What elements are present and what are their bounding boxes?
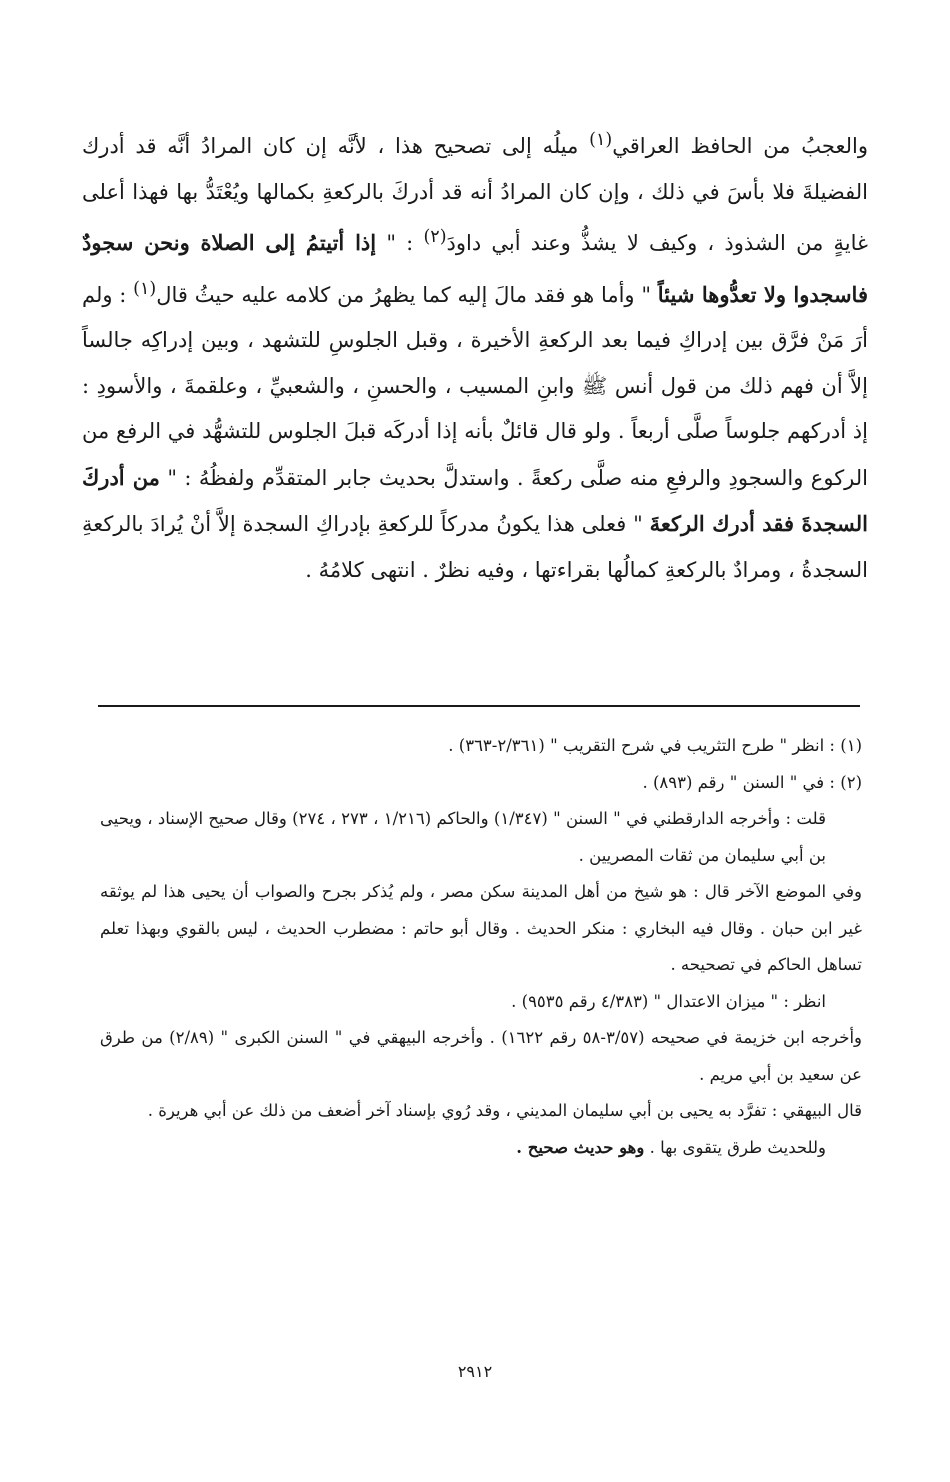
footnote-1: (١) : انظر " طرح التثريب في شرح التقريب " (٢/٣٦١-٣٦٣) .: [448, 736, 862, 755]
verdict-text: وهو حديث صحيح .: [516, 1137, 645, 1157]
footnote-note: قلت : وأخرجه الدارقطني في " السنن " (١/٣٤٧) والحاكم (١/٢١٦ ، ٢٧٣ ، ٢٧٤) وقال صحيح الإسناد ، ويحيى بن أبي سليمان من ثقات المصريين .: [100, 809, 826, 865]
footnote-note: وفي الموضع الآخر قال : هو شيخ من أهل المدينة سكن مصر ، ولم يُذكر بجرح والصواب أن يحيى هذا لم يوثقه غير ابن حبان . وقال فيه البخاري : منكر الحديث . وقال أبو حاتم : مضطرب الحديث ، ليس بالقوي وبهذا تعلم تساهل الحاكم في تصحيحه .: [100, 882, 862, 974]
footnote-2: (٢) : في " السنن " رقم (٨٩٣) .: [642, 772, 862, 792]
text-run: وللحديث طرق يتقوى بها .: [644, 1137, 826, 1157]
text-run: : ": [376, 231, 424, 255]
footnote-note: قال البيهقي : تفرَّد به يحيى بن أبي سليمان المديني ، وقد رُوي بإسناد آخر أضعف من ذلك عن أبي هريرة .: [147, 1101, 862, 1120]
footnote-divider: [98, 705, 860, 707]
text-run: : ولم أرَ مَنْ فرَّق بين إدراكِ فيما بعد الركعةِ الأخيرة ، وقبل الجلوسِ للتشهد ، وبين إدراكِه جالساً إلاَّ أن فهم ذلك من قول أنس ﷺ وابنِ المسيب ، والحسنِ ، والشعبيِّ ، وعلقمةَ ، والأسودِ : إذ أدركهم جلوساً صلَّى أربعاً . ولو قال قائلٌ بأنه إذا أدركَه قبلَ الجلوس للتشهُّد في الرفع من الركوع والسجودِ والرفعِ منه صلَّى ركعةً . واستدلَّ بحديث جابر المتقدِّم ولفظُهُ : ": [82, 282, 869, 490]
footnote-conclusion: [100, 1130, 862, 1167]
hadith-quote: من أدركَ السجدةَ فقد أدرك الركعةَ: [82, 464, 868, 536]
footnote-note: انظر : " ميزان الاعتدال " (٤/٣٨٣ رقم ٩٥٣٥) .: [511, 991, 826, 1011]
footnote-note: وأخرجه ابن خزيمة في صحيحه (٣/٥٧-٥٨ رقم ١٦٢٢) . وأخرجه البيهقي في " السنن الكبرى " (٢/٨٩) من طرق عن سعيد بن أبي مريم .: [100, 1028, 863, 1084]
page-number: ٢٩١٢: [457, 1362, 493, 1381]
footnote-ref: (٢): [423, 227, 447, 247]
main-text: [82, 118, 868, 593]
main-paragraph: [82, 118, 868, 593]
footnote-ref: (١): [133, 278, 157, 299]
hadith-quote: إذا أتيتمُ إلى الصلاة ونحن سجودٌ فاسجدوا ولا تعدُّوها شيئاً: [82, 230, 868, 307]
text-run: " فعلى هذا يكونُ مدركاً للركعةِ بإدراكِ السجدة إلاَّ أنْ يُرادَ بالركعةِ السجدةُ ، ومرادٌ بالركعةِ كمالُها بقراءتها ، وفيه نظرٌ . انتهى كلامُهُ .: [82, 512, 868, 582]
text-run: " وأما هو فقد مالَ إليه كما يظهرُ من كلامه عليه حيثُ قال: [156, 282, 658, 307]
text-run: والعجبُ من الحافظ العراقي: [612, 134, 868, 158]
footnotes: [100, 728, 862, 1166]
text-run: ميلُه إلى تصحيح هذا ، لأنَّه إن كان المرادُ أنَّه قد أدرك الفضيلةَ فلا بأسَ في ذلك ، وإن كان المرادُ أنه قد أدركَ بالركعةِ بكمالها ويُعْتَدُّ بها فهذا أعلى غايةٍ من الشذوذ ، وكيف لا يشذُّ وعند أبي داودَ: [82, 134, 868, 255]
footnote-ref: (١): [589, 130, 613, 150]
